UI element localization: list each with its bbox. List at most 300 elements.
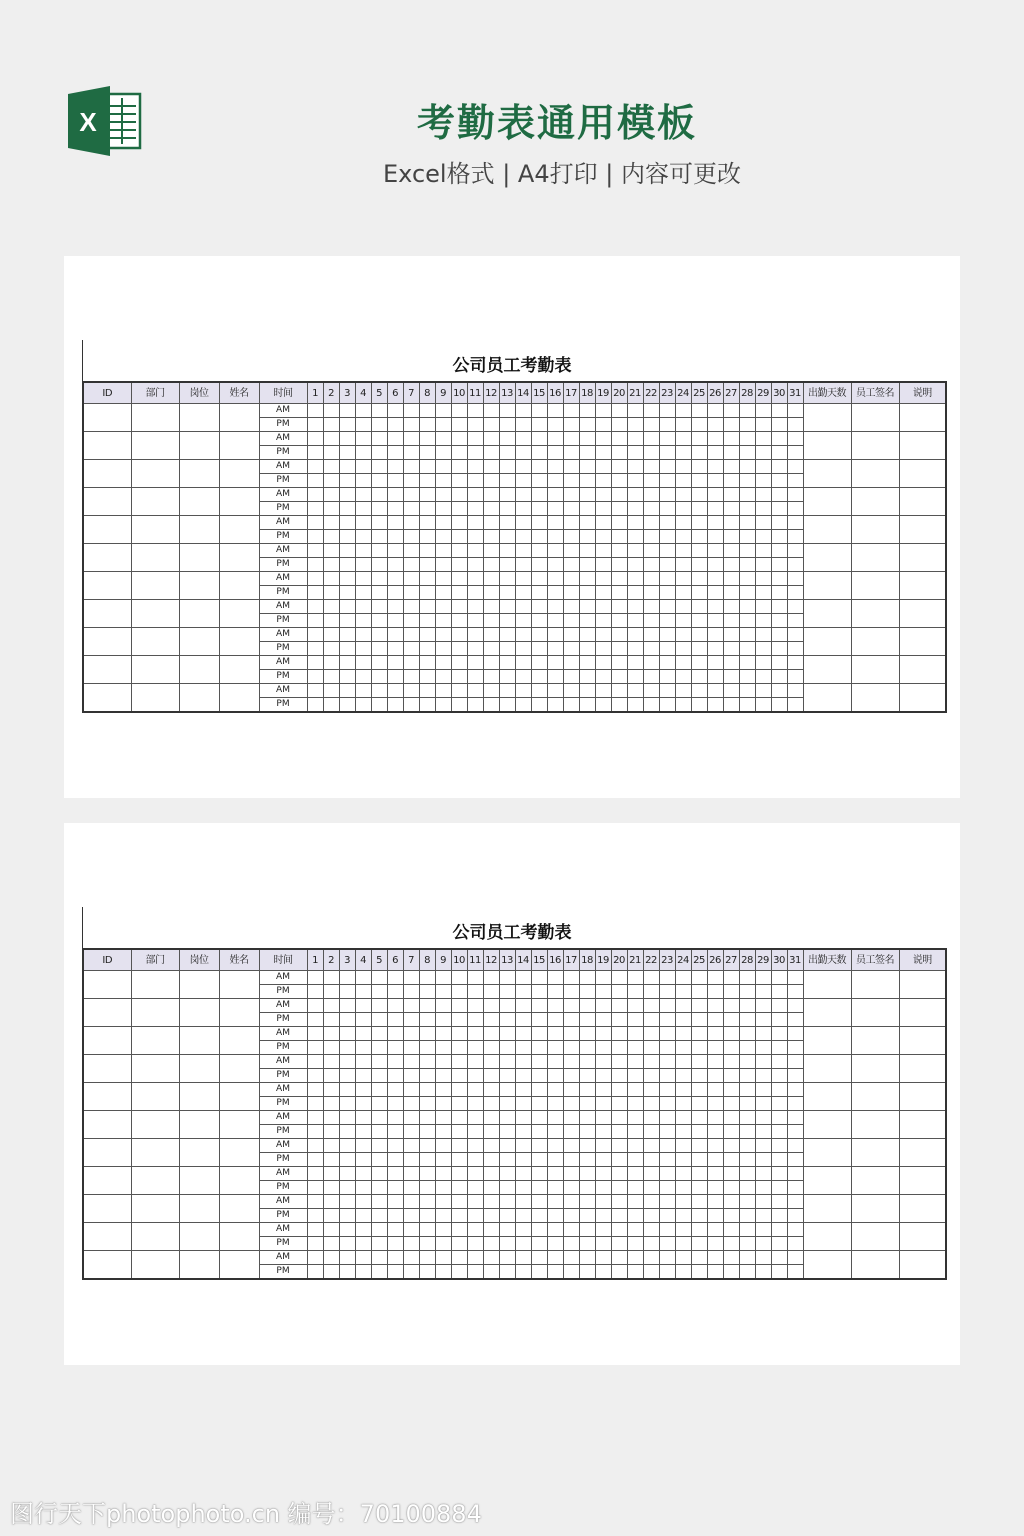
day-cell[interactable] bbox=[627, 1055, 643, 1069]
day-cell[interactable] bbox=[499, 642, 515, 656]
day-cell[interactable] bbox=[451, 698, 467, 713]
day-cell[interactable] bbox=[371, 404, 387, 418]
day-cell[interactable] bbox=[515, 656, 531, 670]
day-cell[interactable] bbox=[483, 1265, 499, 1280]
day-cell[interactable] bbox=[563, 985, 579, 999]
day-cell[interactable] bbox=[787, 1223, 803, 1237]
day-cell[interactable] bbox=[355, 600, 371, 614]
day-cell[interactable] bbox=[611, 999, 627, 1013]
day-cell[interactable] bbox=[339, 628, 355, 642]
note-cell[interactable] bbox=[899, 404, 946, 432]
day-cell[interactable] bbox=[307, 1265, 323, 1280]
name-cell[interactable] bbox=[219, 432, 259, 460]
day-cell[interactable] bbox=[435, 586, 451, 600]
day-cell[interactable] bbox=[643, 1097, 659, 1111]
day-cell[interactable] bbox=[355, 1265, 371, 1280]
day-cell[interactable] bbox=[755, 628, 771, 642]
position-cell[interactable] bbox=[179, 600, 219, 628]
day-cell[interactable] bbox=[659, 1237, 675, 1251]
day-cell[interactable] bbox=[467, 1111, 483, 1125]
day-cell[interactable] bbox=[387, 1223, 403, 1237]
day-cell[interactable] bbox=[467, 1055, 483, 1069]
day-cell[interactable] bbox=[659, 1013, 675, 1027]
day-cell[interactable] bbox=[307, 985, 323, 999]
day-cell[interactable] bbox=[691, 516, 707, 530]
day-cell[interactable] bbox=[515, 1181, 531, 1195]
department-cell[interactable] bbox=[131, 999, 179, 1027]
day-cell[interactable] bbox=[755, 614, 771, 628]
day-cell[interactable] bbox=[675, 1237, 691, 1251]
day-cell[interactable] bbox=[563, 642, 579, 656]
day-cell[interactable] bbox=[451, 999, 467, 1013]
note-cell[interactable] bbox=[899, 516, 946, 544]
day-cell[interactable] bbox=[707, 418, 723, 432]
position-cell[interactable] bbox=[179, 516, 219, 544]
day-cell[interactable] bbox=[483, 684, 499, 698]
day-cell[interactable] bbox=[563, 698, 579, 713]
day-cell[interactable] bbox=[323, 1097, 339, 1111]
day-cell[interactable] bbox=[547, 1181, 563, 1195]
day-cell[interactable] bbox=[371, 474, 387, 488]
day-cell[interactable] bbox=[435, 1265, 451, 1280]
day-cell[interactable] bbox=[771, 1013, 787, 1027]
day-cell[interactable] bbox=[739, 572, 755, 586]
day-cell[interactable] bbox=[419, 1125, 435, 1139]
day-cell[interactable] bbox=[323, 544, 339, 558]
day-cell[interactable] bbox=[547, 502, 563, 516]
day-cell[interactable] bbox=[611, 656, 627, 670]
day-cell[interactable] bbox=[419, 1027, 435, 1041]
day-cell[interactable] bbox=[419, 1083, 435, 1097]
day-cell[interactable] bbox=[643, 1013, 659, 1027]
day-cell[interactable] bbox=[723, 1209, 739, 1223]
day-cell[interactable] bbox=[499, 474, 515, 488]
day-cell[interactable] bbox=[403, 1153, 419, 1167]
day-cell[interactable] bbox=[531, 460, 547, 474]
note-cell[interactable] bbox=[899, 971, 946, 999]
day-cell[interactable] bbox=[547, 1153, 563, 1167]
day-cell[interactable] bbox=[387, 558, 403, 572]
day-cell[interactable] bbox=[435, 502, 451, 516]
day-cell[interactable] bbox=[451, 1153, 467, 1167]
signature-cell[interactable] bbox=[851, 628, 899, 656]
day-cell[interactable] bbox=[307, 1237, 323, 1251]
day-cell[interactable] bbox=[371, 516, 387, 530]
day-cell[interactable] bbox=[787, 971, 803, 985]
day-cell[interactable] bbox=[323, 1111, 339, 1125]
day-cell[interactable] bbox=[403, 572, 419, 586]
day-cell[interactable] bbox=[595, 971, 611, 985]
day-cell[interactable] bbox=[723, 586, 739, 600]
name-cell[interactable] bbox=[219, 999, 259, 1027]
day-cell[interactable] bbox=[403, 614, 419, 628]
signature-cell[interactable] bbox=[851, 971, 899, 999]
day-cell[interactable] bbox=[643, 600, 659, 614]
day-cell[interactable] bbox=[419, 586, 435, 600]
day-cell[interactable] bbox=[739, 586, 755, 600]
day-cell[interactable] bbox=[371, 1265, 387, 1280]
day-cell[interactable] bbox=[467, 404, 483, 418]
day-cell[interactable] bbox=[723, 999, 739, 1013]
day-cell[interactable] bbox=[659, 999, 675, 1013]
position-cell[interactable] bbox=[179, 628, 219, 656]
day-cell[interactable] bbox=[307, 572, 323, 586]
day-cell[interactable] bbox=[307, 999, 323, 1013]
day-cell[interactable] bbox=[339, 971, 355, 985]
day-cell[interactable] bbox=[451, 656, 467, 670]
day-cell[interactable] bbox=[531, 656, 547, 670]
day-cell[interactable] bbox=[771, 1195, 787, 1209]
day-cell[interactable] bbox=[451, 502, 467, 516]
day-cell[interactable] bbox=[483, 1041, 499, 1055]
day-cell[interactable] bbox=[371, 684, 387, 698]
day-cell[interactable] bbox=[739, 1167, 755, 1181]
attendance-days-cell[interactable] bbox=[803, 1055, 851, 1083]
day-cell[interactable] bbox=[451, 628, 467, 642]
day-cell[interactable] bbox=[467, 600, 483, 614]
day-cell[interactable] bbox=[579, 432, 595, 446]
note-cell[interactable] bbox=[899, 1251, 946, 1280]
day-cell[interactable] bbox=[371, 1251, 387, 1265]
day-cell[interactable] bbox=[659, 474, 675, 488]
day-cell[interactable] bbox=[483, 544, 499, 558]
day-cell[interactable] bbox=[499, 446, 515, 460]
day-cell[interactable] bbox=[787, 642, 803, 656]
day-cell[interactable] bbox=[451, 1223, 467, 1237]
name-cell[interactable] bbox=[219, 1251, 259, 1280]
id-cell[interactable] bbox=[83, 488, 131, 516]
day-cell[interactable] bbox=[515, 1223, 531, 1237]
day-cell[interactable] bbox=[579, 698, 595, 713]
day-cell[interactable] bbox=[611, 600, 627, 614]
day-cell[interactable] bbox=[579, 971, 595, 985]
day-cell[interactable] bbox=[547, 1139, 563, 1153]
day-cell[interactable] bbox=[739, 488, 755, 502]
day-cell[interactable] bbox=[579, 1167, 595, 1181]
day-cell[interactable] bbox=[467, 446, 483, 460]
day-cell[interactable] bbox=[643, 1223, 659, 1237]
day-cell[interactable] bbox=[323, 698, 339, 713]
day-cell[interactable] bbox=[595, 1125, 611, 1139]
day-cell[interactable] bbox=[643, 1041, 659, 1055]
day-cell[interactable] bbox=[627, 684, 643, 698]
day-cell[interactable] bbox=[355, 516, 371, 530]
day-cell[interactable] bbox=[531, 1209, 547, 1223]
day-cell[interactable] bbox=[755, 1251, 771, 1265]
day-cell[interactable] bbox=[755, 488, 771, 502]
day-cell[interactable] bbox=[483, 971, 499, 985]
day-cell[interactable] bbox=[787, 572, 803, 586]
day-cell[interactable] bbox=[371, 586, 387, 600]
day-cell[interactable] bbox=[611, 1181, 627, 1195]
day-cell[interactable] bbox=[723, 1041, 739, 1055]
day-cell[interactable] bbox=[627, 544, 643, 558]
day-cell[interactable] bbox=[771, 1251, 787, 1265]
day-cell[interactable] bbox=[579, 1069, 595, 1083]
department-cell[interactable] bbox=[131, 404, 179, 432]
day-cell[interactable] bbox=[691, 656, 707, 670]
day-cell[interactable] bbox=[595, 404, 611, 418]
day-cell[interactable] bbox=[755, 1223, 771, 1237]
day-cell[interactable] bbox=[515, 1237, 531, 1251]
day-cell[interactable] bbox=[547, 698, 563, 713]
day-cell[interactable] bbox=[611, 1223, 627, 1237]
day-cell[interactable] bbox=[627, 1209, 643, 1223]
day-cell[interactable] bbox=[723, 1055, 739, 1069]
day-cell[interactable] bbox=[403, 1237, 419, 1251]
day-cell[interactable] bbox=[787, 474, 803, 488]
day-cell[interactable] bbox=[611, 971, 627, 985]
day-cell[interactable] bbox=[355, 1153, 371, 1167]
position-cell[interactable] bbox=[179, 971, 219, 999]
day-cell[interactable] bbox=[387, 1111, 403, 1125]
day-cell[interactable] bbox=[707, 474, 723, 488]
day-cell[interactable] bbox=[659, 1195, 675, 1209]
day-cell[interactable] bbox=[563, 1167, 579, 1181]
day-cell[interactable] bbox=[627, 1097, 643, 1111]
day-cell[interactable] bbox=[691, 1265, 707, 1280]
day-cell[interactable] bbox=[691, 1223, 707, 1237]
day-cell[interactable] bbox=[707, 971, 723, 985]
day-cell[interactable] bbox=[371, 446, 387, 460]
day-cell[interactable] bbox=[755, 1069, 771, 1083]
day-cell[interactable] bbox=[323, 600, 339, 614]
day-cell[interactable] bbox=[451, 642, 467, 656]
day-cell[interactable] bbox=[531, 1055, 547, 1069]
day-cell[interactable] bbox=[387, 684, 403, 698]
day-cell[interactable] bbox=[419, 971, 435, 985]
day-cell[interactable] bbox=[755, 1139, 771, 1153]
day-cell[interactable] bbox=[483, 656, 499, 670]
day-cell[interactable] bbox=[419, 1153, 435, 1167]
day-cell[interactable] bbox=[739, 474, 755, 488]
day-cell[interactable] bbox=[739, 516, 755, 530]
day-cell[interactable] bbox=[643, 985, 659, 999]
name-cell[interactable] bbox=[219, 404, 259, 432]
day-cell[interactable] bbox=[355, 642, 371, 656]
day-cell[interactable] bbox=[627, 1013, 643, 1027]
day-cell[interactable] bbox=[419, 684, 435, 698]
day-cell[interactable] bbox=[787, 1209, 803, 1223]
day-cell[interactable] bbox=[435, 1111, 451, 1125]
name-cell[interactable] bbox=[219, 684, 259, 713]
day-cell[interactable] bbox=[435, 999, 451, 1013]
day-cell[interactable] bbox=[307, 502, 323, 516]
day-cell[interactable] bbox=[403, 1223, 419, 1237]
day-cell[interactable] bbox=[787, 488, 803, 502]
day-cell[interactable] bbox=[435, 684, 451, 698]
day-cell[interactable] bbox=[307, 1125, 323, 1139]
day-cell[interactable] bbox=[691, 1111, 707, 1125]
day-cell[interactable] bbox=[339, 1209, 355, 1223]
day-cell[interactable] bbox=[451, 985, 467, 999]
day-cell[interactable] bbox=[355, 1069, 371, 1083]
day-cell[interactable] bbox=[451, 558, 467, 572]
day-cell[interactable] bbox=[579, 600, 595, 614]
day-cell[interactable] bbox=[563, 999, 579, 1013]
day-cell[interactable] bbox=[307, 1223, 323, 1237]
day-cell[interactable] bbox=[691, 999, 707, 1013]
day-cell[interactable] bbox=[707, 516, 723, 530]
day-cell[interactable] bbox=[483, 1153, 499, 1167]
department-cell[interactable] bbox=[131, 1251, 179, 1280]
day-cell[interactable] bbox=[467, 1153, 483, 1167]
day-cell[interactable] bbox=[579, 502, 595, 516]
day-cell[interactable] bbox=[339, 1125, 355, 1139]
day-cell[interactable] bbox=[771, 1153, 787, 1167]
day-cell[interactable] bbox=[627, 1153, 643, 1167]
day-cell[interactable] bbox=[339, 1111, 355, 1125]
day-cell[interactable] bbox=[355, 544, 371, 558]
day-cell[interactable] bbox=[467, 418, 483, 432]
day-cell[interactable] bbox=[739, 999, 755, 1013]
day-cell[interactable] bbox=[483, 446, 499, 460]
day-cell[interactable] bbox=[707, 1167, 723, 1181]
day-cell[interactable] bbox=[611, 985, 627, 999]
department-cell[interactable] bbox=[131, 1027, 179, 1055]
day-cell[interactable] bbox=[723, 628, 739, 642]
day-cell[interactable] bbox=[707, 572, 723, 586]
day-cell[interactable] bbox=[755, 1167, 771, 1181]
id-cell[interactable] bbox=[83, 404, 131, 432]
day-cell[interactable] bbox=[355, 1097, 371, 1111]
day-cell[interactable] bbox=[467, 432, 483, 446]
day-cell[interactable] bbox=[403, 1195, 419, 1209]
day-cell[interactable] bbox=[707, 404, 723, 418]
day-cell[interactable] bbox=[579, 1209, 595, 1223]
day-cell[interactable] bbox=[483, 432, 499, 446]
day-cell[interactable] bbox=[643, 1265, 659, 1280]
day-cell[interactable] bbox=[739, 670, 755, 684]
day-cell[interactable] bbox=[675, 1027, 691, 1041]
day-cell[interactable] bbox=[531, 614, 547, 628]
day-cell[interactable] bbox=[563, 544, 579, 558]
day-cell[interactable] bbox=[643, 698, 659, 713]
day-cell[interactable] bbox=[771, 1265, 787, 1280]
day-cell[interactable] bbox=[483, 530, 499, 544]
day-cell[interactable] bbox=[611, 558, 627, 572]
day-cell[interactable] bbox=[547, 404, 563, 418]
day-cell[interactable] bbox=[435, 698, 451, 713]
day-cell[interactable] bbox=[323, 404, 339, 418]
day-cell[interactable] bbox=[339, 684, 355, 698]
day-cell[interactable] bbox=[755, 544, 771, 558]
day-cell[interactable] bbox=[371, 460, 387, 474]
day-cell[interactable] bbox=[675, 1223, 691, 1237]
day-cell[interactable] bbox=[499, 418, 515, 432]
day-cell[interactable] bbox=[403, 432, 419, 446]
day-cell[interactable] bbox=[723, 572, 739, 586]
day-cell[interactable] bbox=[435, 1013, 451, 1027]
day-cell[interactable] bbox=[595, 502, 611, 516]
day-cell[interactable] bbox=[435, 600, 451, 614]
day-cell[interactable] bbox=[371, 1083, 387, 1097]
day-cell[interactable] bbox=[499, 985, 515, 999]
day-cell[interactable] bbox=[675, 1069, 691, 1083]
day-cell[interactable] bbox=[595, 530, 611, 544]
day-cell[interactable] bbox=[627, 642, 643, 656]
day-cell[interactable] bbox=[659, 670, 675, 684]
day-cell[interactable] bbox=[723, 530, 739, 544]
day-cell[interactable] bbox=[355, 586, 371, 600]
day-cell[interactable] bbox=[563, 1083, 579, 1097]
day-cell[interactable] bbox=[579, 656, 595, 670]
day-cell[interactable] bbox=[659, 1265, 675, 1280]
day-cell[interactable] bbox=[611, 516, 627, 530]
day-cell[interactable] bbox=[723, 698, 739, 713]
day-cell[interactable] bbox=[451, 1069, 467, 1083]
signature-cell[interactable] bbox=[851, 432, 899, 460]
day-cell[interactable] bbox=[691, 971, 707, 985]
day-cell[interactable] bbox=[515, 1125, 531, 1139]
day-cell[interactable] bbox=[323, 1139, 339, 1153]
day-cell[interactable] bbox=[739, 1055, 755, 1069]
position-cell[interactable] bbox=[179, 1195, 219, 1223]
day-cell[interactable] bbox=[515, 1069, 531, 1083]
day-cell[interactable] bbox=[307, 684, 323, 698]
day-cell[interactable] bbox=[371, 656, 387, 670]
day-cell[interactable] bbox=[579, 530, 595, 544]
day-cell[interactable] bbox=[483, 614, 499, 628]
day-cell[interactable] bbox=[675, 1167, 691, 1181]
id-cell[interactable] bbox=[83, 684, 131, 713]
day-cell[interactable] bbox=[739, 404, 755, 418]
day-cell[interactable] bbox=[723, 1139, 739, 1153]
day-cell[interactable] bbox=[611, 1209, 627, 1223]
day-cell[interactable] bbox=[387, 1195, 403, 1209]
name-cell[interactable] bbox=[219, 460, 259, 488]
day-cell[interactable] bbox=[531, 404, 547, 418]
day-cell[interactable] bbox=[451, 572, 467, 586]
day-cell[interactable] bbox=[451, 1125, 467, 1139]
id-cell[interactable] bbox=[83, 1139, 131, 1167]
position-cell[interactable] bbox=[179, 999, 219, 1027]
day-cell[interactable] bbox=[531, 628, 547, 642]
day-cell[interactable] bbox=[515, 418, 531, 432]
day-cell[interactable] bbox=[739, 1139, 755, 1153]
day-cell[interactable] bbox=[595, 474, 611, 488]
day-cell[interactable] bbox=[387, 1237, 403, 1251]
day-cell[interactable] bbox=[611, 1013, 627, 1027]
day-cell[interactable] bbox=[755, 642, 771, 656]
day-cell[interactable] bbox=[771, 558, 787, 572]
day-cell[interactable] bbox=[707, 1041, 723, 1055]
day-cell[interactable] bbox=[547, 614, 563, 628]
day-cell[interactable] bbox=[515, 684, 531, 698]
day-cell[interactable] bbox=[339, 516, 355, 530]
day-cell[interactable] bbox=[643, 1237, 659, 1251]
day-cell[interactable] bbox=[323, 488, 339, 502]
day-cell[interactable] bbox=[675, 558, 691, 572]
note-cell[interactable] bbox=[899, 544, 946, 572]
day-cell[interactable] bbox=[467, 1125, 483, 1139]
day-cell[interactable] bbox=[563, 1195, 579, 1209]
day-cell[interactable] bbox=[371, 1055, 387, 1069]
day-cell[interactable] bbox=[739, 418, 755, 432]
day-cell[interactable] bbox=[707, 999, 723, 1013]
day-cell[interactable] bbox=[419, 999, 435, 1013]
day-cell[interactable] bbox=[435, 1027, 451, 1041]
day-cell[interactable] bbox=[435, 1139, 451, 1153]
day-cell[interactable] bbox=[339, 999, 355, 1013]
day-cell[interactable] bbox=[547, 600, 563, 614]
day-cell[interactable] bbox=[547, 628, 563, 642]
day-cell[interactable] bbox=[739, 1083, 755, 1097]
day-cell[interactable] bbox=[467, 1083, 483, 1097]
day-cell[interactable] bbox=[467, 530, 483, 544]
day-cell[interactable] bbox=[451, 1111, 467, 1125]
day-cell[interactable] bbox=[755, 1153, 771, 1167]
